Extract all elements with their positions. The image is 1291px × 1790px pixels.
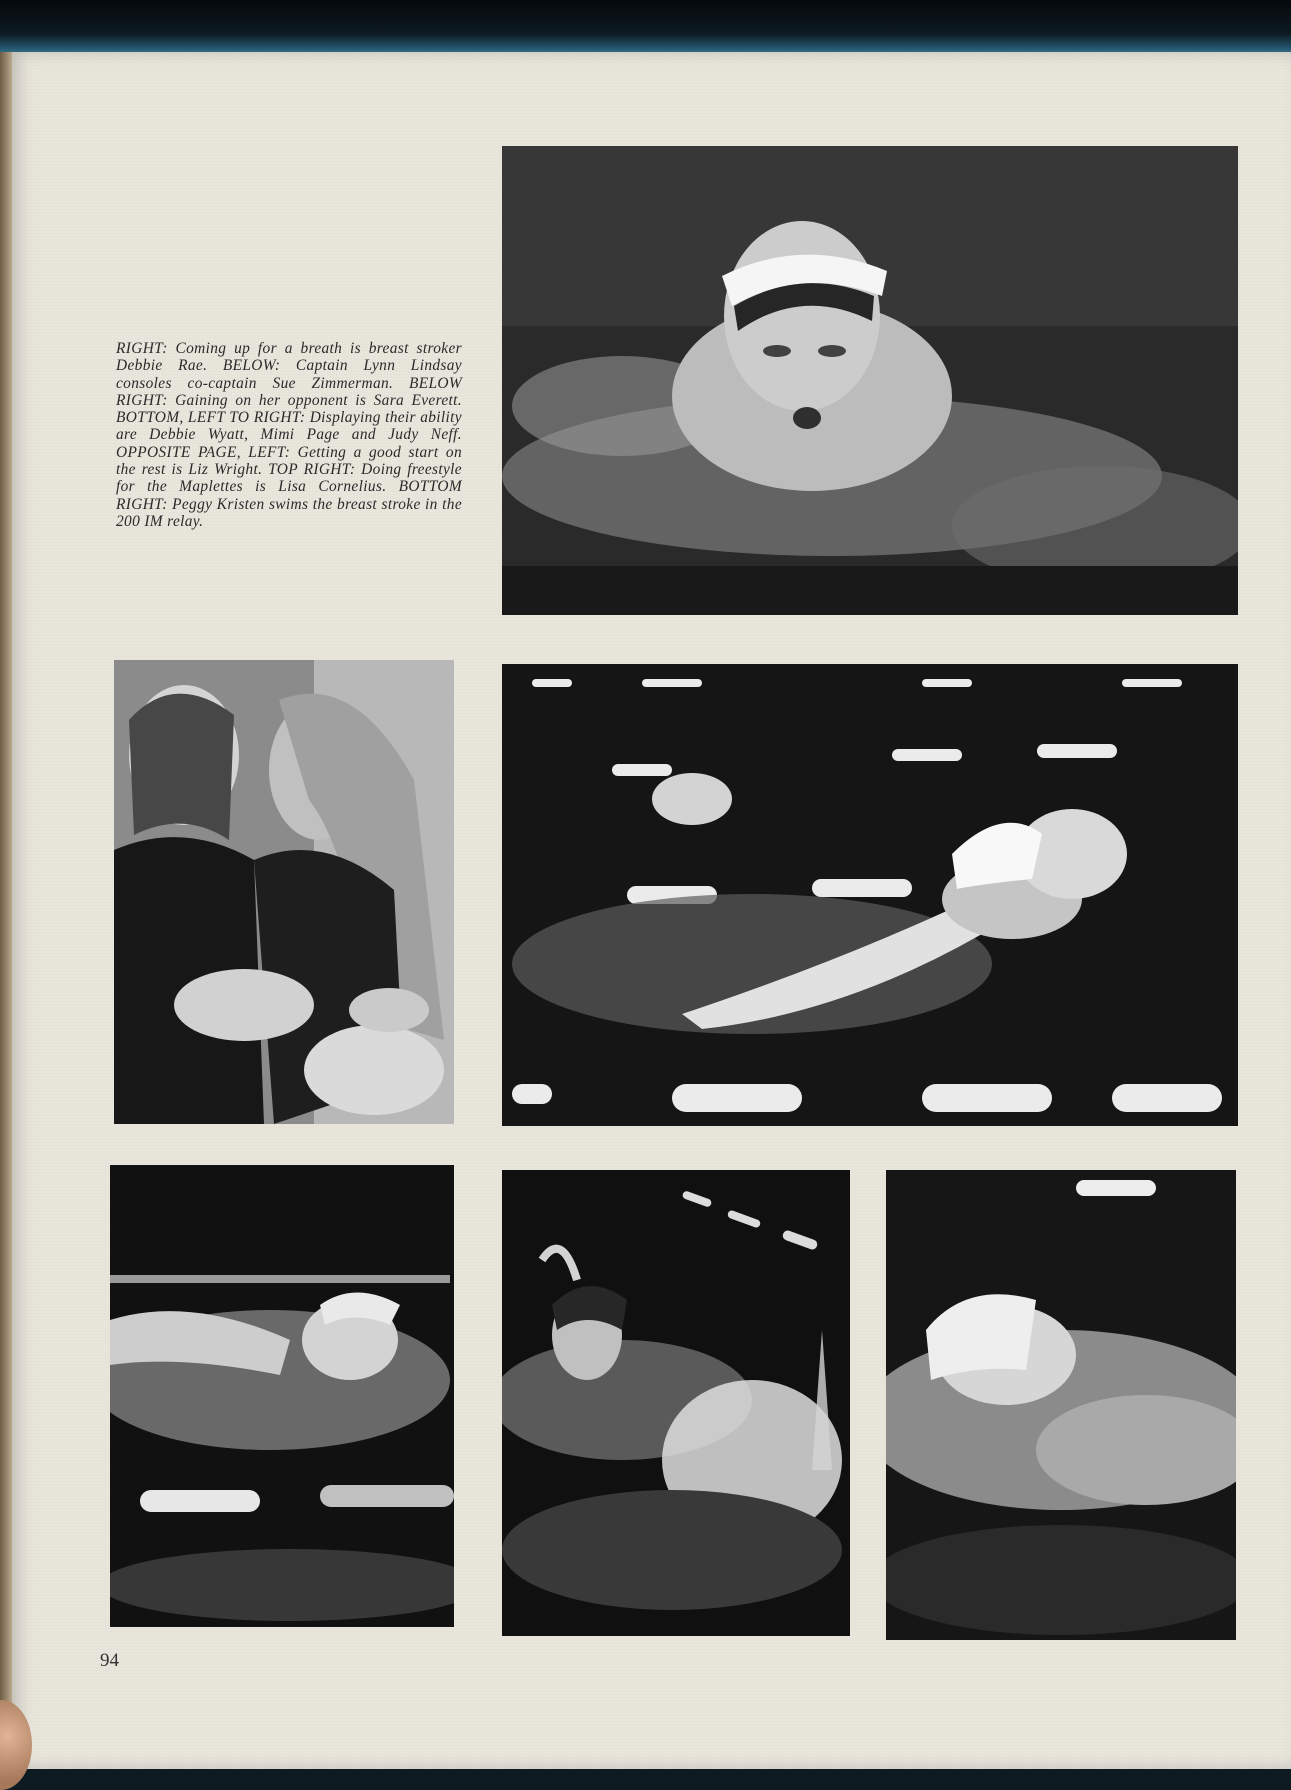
- page-number: 94: [100, 1650, 119, 1671]
- photo-bottom-left-swimmer: [110, 1165, 454, 1627]
- photo-swimmer-gaining: [502, 664, 1238, 1126]
- photo-bottom-center-swimmer: [502, 1170, 850, 1636]
- photo-bottom-right-swimmer: [886, 1170, 1236, 1640]
- photo-caption: RIGHT: Coming up for a breath is breast stroker Debbie Rae. BELOW: Captain Lynn Lindsay consoles co-captain Sue Zimmerman. BELOW RIGHT: Gaining on her opponent is Sara Everett. BOTTOM, LEFT TO RIGHT: Displaying their ability are Debbie Wyatt, Mimi Page and Judy Neff. OPPOSITE PAGE, LEFT: Getting a good start on the rest is Liz Wright. TOP RIGHT: Doing freestyle for the Maplettes is Lisa Cornelius. BOTTOM RIGHT: Peggy Kristen swims the breast stroke in the 200 IM relay.: [116, 340, 462, 530]
- photo-captains-consoling: [114, 660, 454, 1124]
- photo-breaststroker-breath: [502, 146, 1238, 615]
- book-binding-edge: [0, 0, 1291, 56]
- page-gutter-edge: [0, 52, 12, 1769]
